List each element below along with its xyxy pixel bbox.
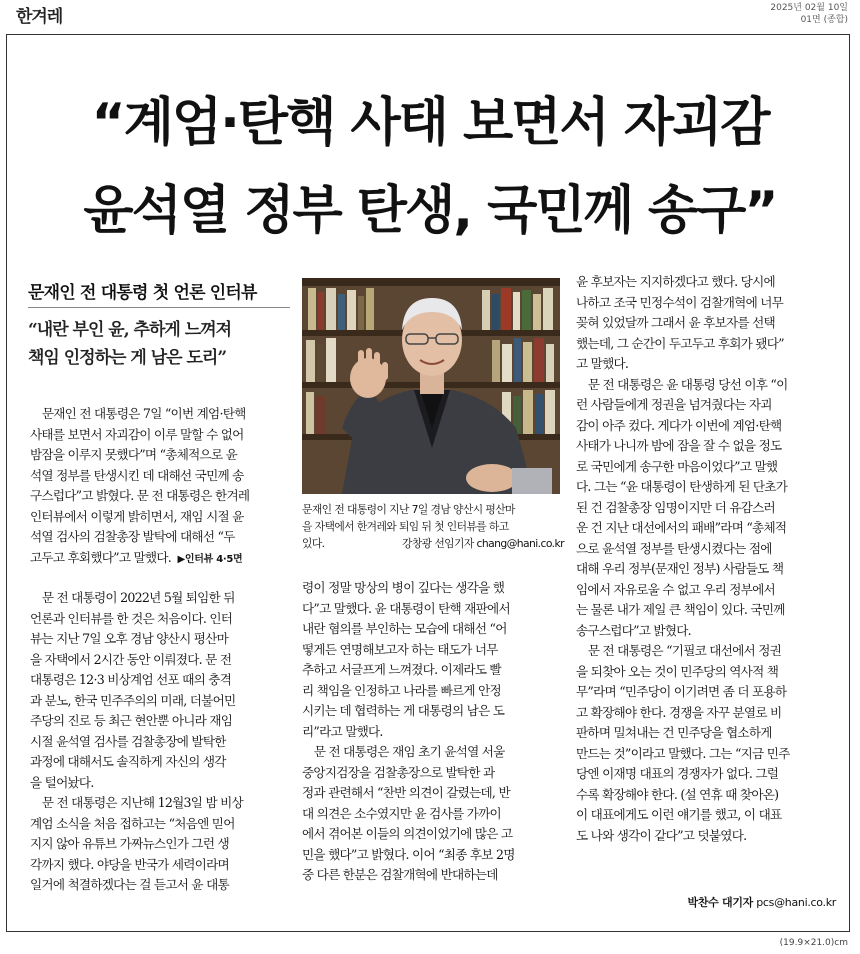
body-line: 리 책임을 인정하고 나라를 빠르게 안정 [302,682,501,698]
body-line: 뷰는 지난 7일 오후 경남 양산시 평산마 [30,631,229,646]
body-line: 내란 혐의를 부인하는 모습에 대해선 “어 [302,621,507,636]
body-line: 판하며 밀쳐내는 건 민주당을 협소하게 [576,725,772,740]
subhead-line: “내란 부인 윤, 추하게 느껴져 [28,320,232,340]
related-page-link[interactable]: ▶인터뷰 4·5면 [177,553,243,565]
photo-credit: 강창광 선임기자 chang@hani.co.kr [402,537,564,550]
body-line: 계엄 소식을 처음 접하고는 “처음엔 믿어 [30,815,235,831]
body-line: 로 국민에게 송구한 마음이었다”고 말했 [576,458,778,474]
body-line: 감이 아주 컸다. 게다가 이번에 계엄·탄핵 [576,417,782,433]
photo-caption [302,501,564,552]
body-line: 을 자택에서 2시간 동안 이뤄졌다. 문 전 [30,651,232,667]
body-line: 떻게든 연명해보고자 하는 태도가 너무 [302,641,498,657]
body-line: 민을 했다”고 밝혔다. 이어 “최종 후보 2명 [302,846,515,862]
kicker: 문재인 전 대통령 첫 언론 인터뷰 [28,283,257,303]
body-line: 문재인 전 대통령은 7일 “이번 계엄·탄핵 [30,406,246,421]
body-line: 문 전 대통령이 2022년 5월 퇴임한 뒤 [30,590,235,605]
body-line: 했는데, 그 순간이 두고두고 후회가 됐다” [576,335,784,351]
body-line: 을 털어놨다. [30,774,94,790]
body-line: 무”라며 “민주당이 이기려면 좀 더 포용하 [576,684,787,699]
body-column-1-bottom [30,588,294,896]
body-line: 추하고 서글프게 느껴졌다. 이제라도 빨 [302,662,501,677]
body-line: 고 확장해야 한다. 경쟁을 자꾸 분열로 비 [576,704,782,720]
body-line: 당엔 이재명 대표의 경쟁자가 없다. 그럴 [576,766,779,781]
body-line: 도 나와 생각이 같다”고 덧붙였다. [576,827,747,843]
byline-email: pcs@hani.co.kr [756,896,836,909]
body-line: 리”라고 말했다. [302,723,383,739]
body-line: 주당의 진로 등 최근 현안뿐 아니라 재임 [30,713,233,728]
body-column-1-top [30,404,294,570]
body-line: 과 분노, 한국 민주주의의 미래, 더불어민 [30,692,236,708]
body-line: 시키는 데 협력하는 게 대통령의 남은 도 [302,703,505,718]
photo-illustration [302,278,560,494]
body-line: 일거에 척결하겠다는 걸 듣고서 윤 대통 [30,877,229,892]
body-line: 대해 우리 정부(문재인 정부) 사람들도 책 [576,561,784,576]
body-line: 사태가 나니까 밤에 잠을 잘 수 없을 정도 [576,438,782,453]
body-line: 밤잠을 이루지 못했다”며 “총체적으로 윤 [30,447,238,462]
subhead [28,316,296,372]
body-line: 윤 후보자는 지지하겠다고 했다. 당시에 [576,274,775,289]
body-line: 이 대표에게도 이런 얘기를 했고, 이 대표 [576,807,782,822]
body-line: 과정에 대해서도 솔직하게 자신의 생각 [30,754,226,769]
byline [688,894,836,910]
body-line: 으로 윤석열 정부를 탄생시켰다는 점에 [576,540,772,556]
body-line: 석열 검사의 검찰총장 발탁에 대해선 “두 [30,529,235,544]
body-line: 정과 관련해서 “찬반 의견이 갈렸는데, 반 [302,785,510,800]
body-line: 송구스럽다”고 밝혔다. [576,622,691,638]
body-line: 만드는 것”이라고 말했다. 그는 “지금 민주 [576,745,790,761]
body-line: 는 물론 내가 제일 큰 책임이 있다. 국민께 [576,602,785,617]
body-line: 수록 확장해야 한다. (설 연휴 때 찾아온) [576,786,779,802]
clipping-size-note: (19.9×21.0)cm [779,938,848,948]
body-line: 고 말했다. [576,356,629,371]
body-line: 다”고 말했다. 윤 대통령이 탄핵 재판에서 [302,600,510,616]
body-line: 시절 윤석열 검사를 검찰총장에 발탁한 [30,733,226,749]
masthead-logo: 한겨레 [16,7,63,27]
body-line: 문 전 대통령은 윤 대통령 당선 이후 “이 [576,376,788,392]
body-line: 임에서 자유로울 수 없고 우리 정부에서 [576,581,775,597]
body-line: 대 의견은 소수였지만 윤 검사를 가까이 [302,805,501,821]
body-column-2 [302,578,564,886]
body-line: 꽂혀 있었달까 그래서 윤 후보자를 선택 [576,315,775,330]
caption-line: 문재인 전 대통령이 지난 7일 경남 양산시 평산마 [302,503,515,516]
page-label: 01면 (종합) [800,15,848,25]
body-line: 대통령은 12·3 비상계엄 선포 때의 충격 [30,672,232,687]
body-line: 사태를 보면서 자괴감이 이루 말할 수 없어 [30,426,244,442]
subhead-line: 책임 인정하는 게 남은 도리” [28,348,227,368]
body-line: 나하고 조국 민정수석이 검찰개혁에 너무 [576,294,784,310]
body-line: 런 사람들에게 정권을 넘겨줬다는 자괴 [576,397,772,412]
body-line: 운 건 지난 대선에서의 패배”라며 “총체적 [576,520,787,535]
body-line: 령이 정말 망상의 병이 깊다는 생각을 했 [302,580,505,595]
body-line: 을 되찾아 오는 것이 민주당의 역사적 책 [576,663,779,679]
headline-line-2: 윤석열 정부 탄생, 국민께 송구” [83,181,777,241]
byline-name: 박찬수 대기자 [687,896,754,909]
body-column-3 [576,272,840,846]
caption-line: 을 자택에서 한겨레와 퇴임 뒤 첫 인터뷰를 하고 [302,520,509,533]
body-line: 인터뷰에서 이렇게 밝히면서, 재임 시절 윤 [30,508,244,524]
issue-date: 2025년 02월 10일 [770,3,848,13]
caption-last-line [302,535,564,552]
body-line: 문 전 대통령은 재임 초기 윤석열 서울 [302,744,505,759]
body-line: 지지 않아 유튜브 가짜뉴스인가 그런 생 [30,836,229,851]
body-line: 문 전 대통령은 “기필코 대선에서 정권 [576,643,782,658]
kicker-divider [28,307,290,308]
body-line: 에서 겪어본 이들의 의견이었기에 많은 고 [302,826,513,841]
body-line: 석열 정부를 탄생시킨 데 대해선 국민께 송 [30,467,244,483]
body-line: 된 건 검찰총장 임명이지만 더 유감스러 [576,499,775,515]
body-line: 다. 그는 “윤 대통령이 탄생하게 된 단초가 [576,479,788,494]
body-line: 구스럽다”고 밝혔다. 문 전 대통령은 한겨레 [30,488,250,503]
body-line-text: 고두고 후회했다”고 말했다. [30,549,172,565]
body-line-with-ref [30,548,294,571]
interview-photo [302,278,560,494]
body-line: 각까지 했다. 야당을 반국가 세력이라며 [30,856,229,872]
body-line: 중앙지검장을 검찰총장으로 발탁한 과 [302,764,495,780]
headline-line-1: “계엄·탄핵 사태 보면서 자괴감 [91,93,769,153]
caption-line: 있다. [302,537,325,550]
dateline [770,2,848,26]
body-line: 문 전 대통령은 지난해 12월3일 밤 비상 [30,795,243,810]
body-line: 언론과 인터뷰를 한 것은 처음이다. 인터 [30,610,233,626]
body-line: 중 다른 한분은 검찰개혁에 반대하는데 [302,867,498,882]
